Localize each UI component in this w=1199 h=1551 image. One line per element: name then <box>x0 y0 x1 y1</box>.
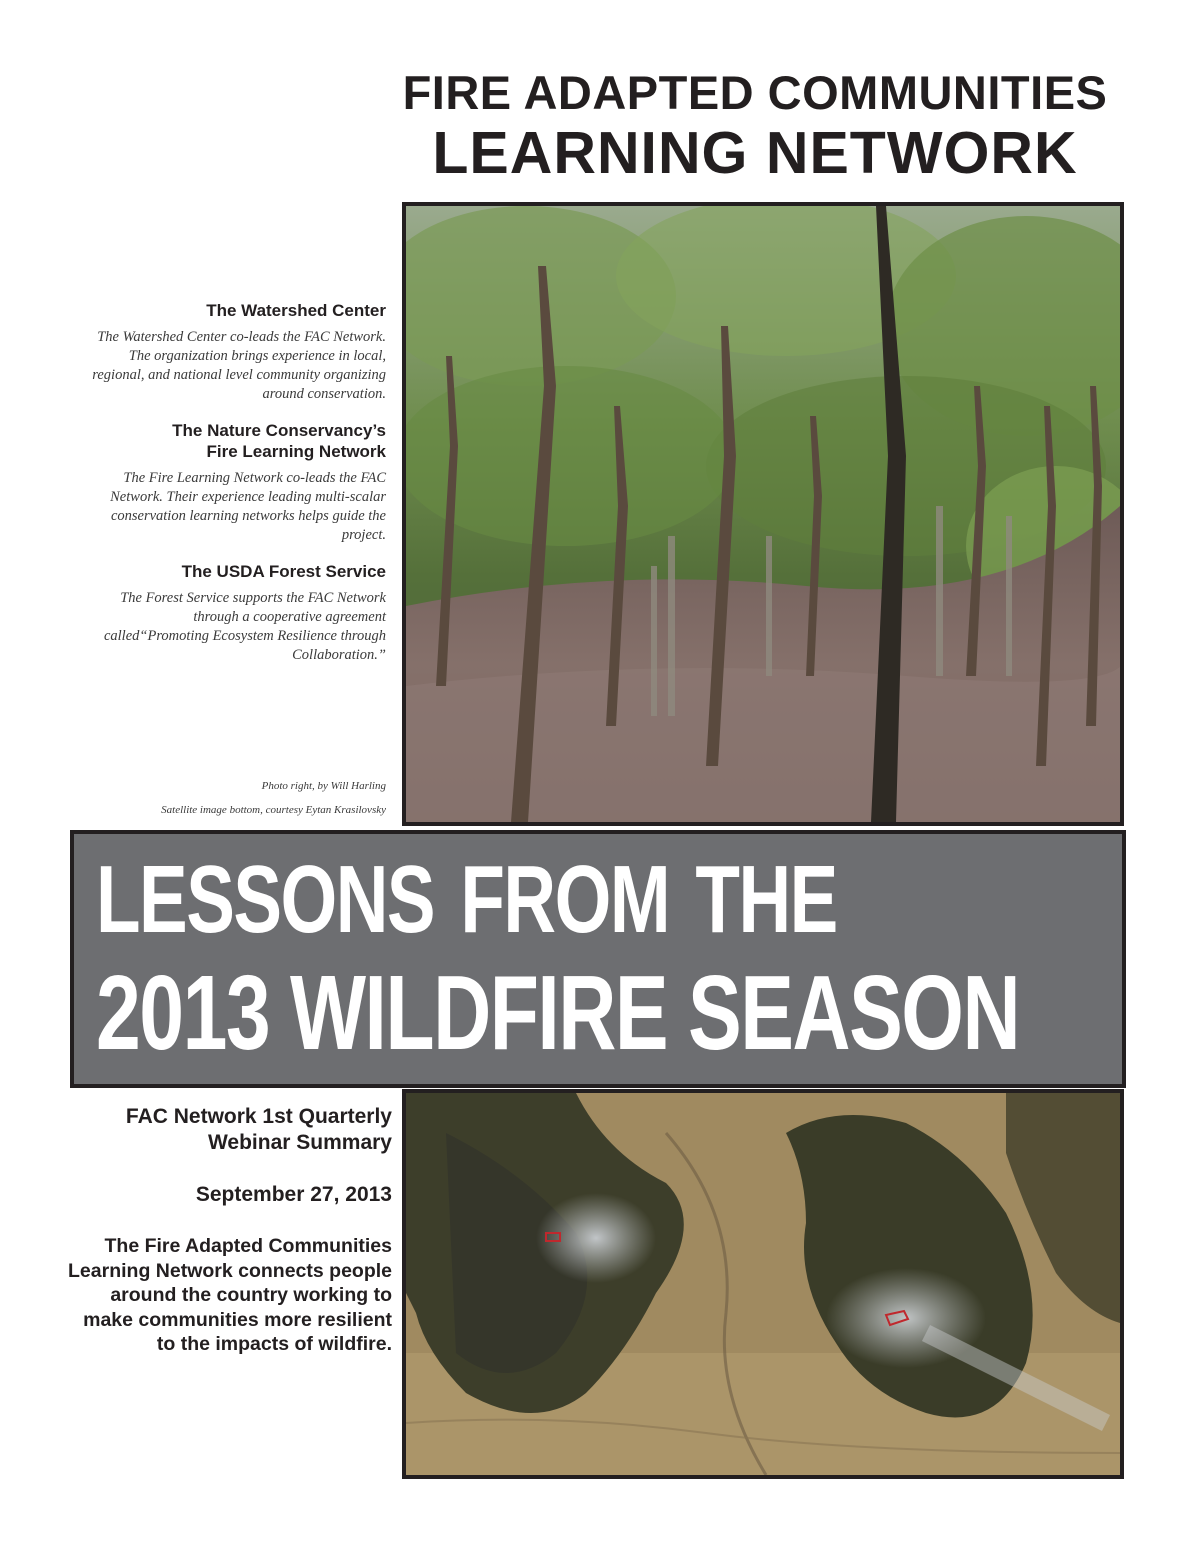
partner-title-line-2: Fire Learning Network <box>206 442 386 461</box>
partner-description: The Fire Learning Network co-leads the FAC Network. Their experience leading multi-scalar conservation learning networks helps guide the project. <box>110 470 386 543</box>
banner-line-2: 2013 WILDFIRE SEASON <box>96 954 1020 1072</box>
title-banner <box>70 830 1126 1088</box>
photo-credit: Photo right, by Will Harling <box>261 780 386 792</box>
webinar-summary <box>60 1104 392 1357</box>
summary-date: September 27, 2013 <box>195 1183 392 1206</box>
forest-photo-illustration <box>406 206 1120 822</box>
partner-sidebar <box>90 300 386 681</box>
image-credits <box>60 774 386 822</box>
satellite-image <box>402 1089 1124 1479</box>
partner-usda-forest-service <box>90 561 386 665</box>
masthead-line-1: FIRE ADAPTED COMMUNITIES <box>402 66 1108 119</box>
partner-title: The USDA Forest Service <box>181 562 386 581</box>
partner-watershed-center <box>90 300 386 404</box>
satellite-image-illustration <box>406 1093 1120 1475</box>
partner-title: The Watershed Center <box>206 301 386 320</box>
summary-blurb: The Fire Adapted Communities Learning Network connects people around the country working to make communities more resilient to the impacts of wildfire. <box>68 1235 392 1355</box>
partner-title-line-1: The Nature Conservancy’s <box>172 421 386 440</box>
summary-subtitle-line-2: Webinar Summary <box>207 1131 392 1154</box>
satellite-credit: Satellite image bottom, courtesy Eytan Krasilovsky <box>161 804 386 816</box>
partner-description: The Forest Service supports the FAC Network through a cooperative agreement called“Promoting Ecosystem Resilience through Collaboration.” <box>103 590 386 663</box>
masthead-line-2: LEARNING NETWORK <box>432 120 1078 186</box>
partner-nature-conservancy <box>90 420 386 545</box>
masthead <box>380 66 1130 186</box>
summary-subtitle-line-1: FAC Network 1st Quarterly <box>125 1105 392 1128</box>
forest-photo <box>402 202 1124 826</box>
partner-description: The Watershed Center co-leads the FAC Network. The organization brings experience in local, regional, and national level community organizing around conservation. <box>92 329 386 402</box>
banner-line-1: LESSONS FROM THE <box>96 846 837 953</box>
